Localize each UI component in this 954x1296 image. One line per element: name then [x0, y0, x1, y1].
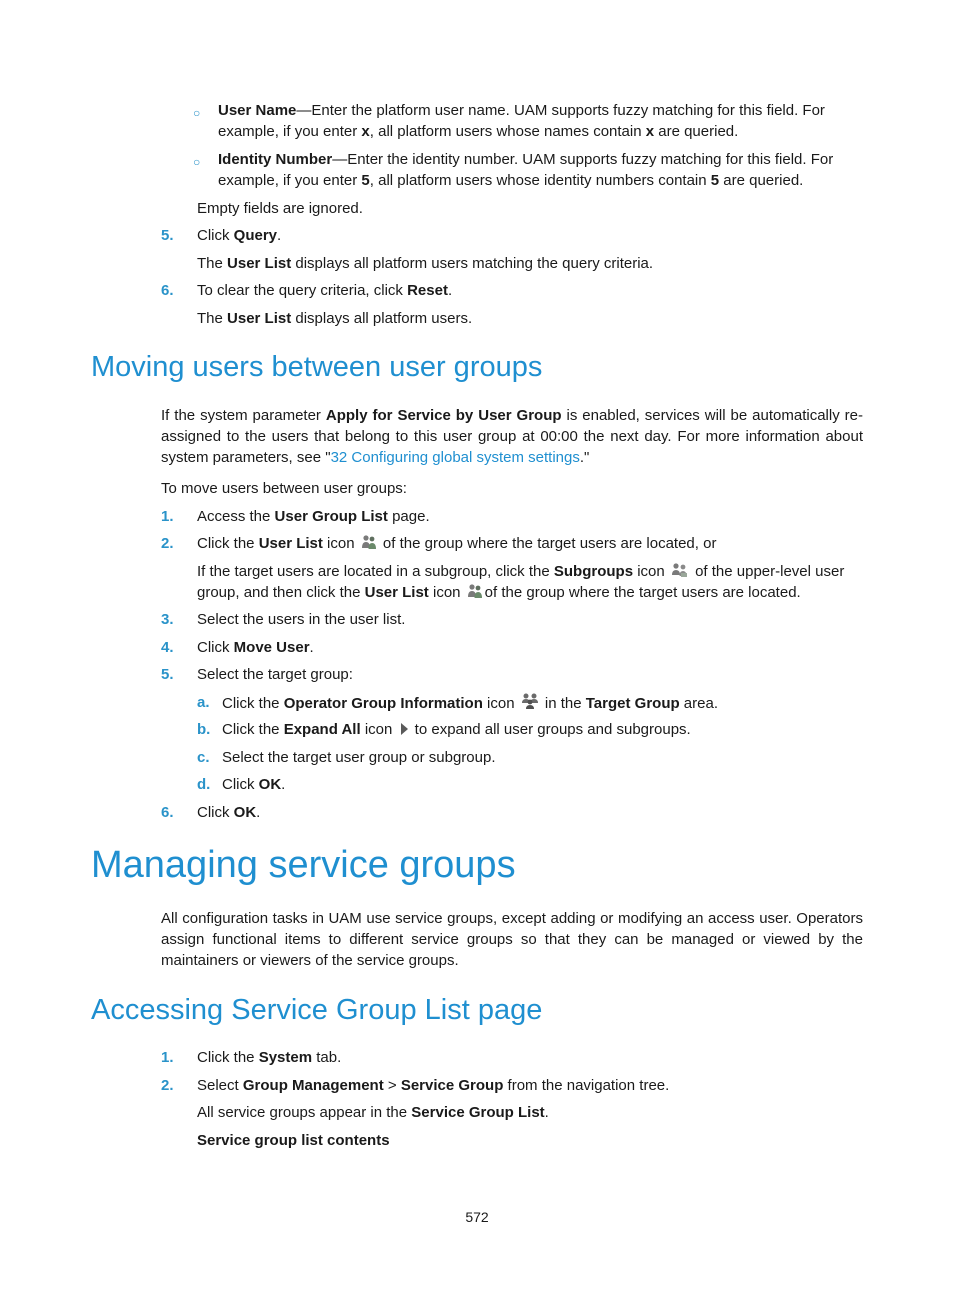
step-click-user-list: Click the User List icon of the group where the target users are located, or [197, 535, 717, 552]
step-number: 5. [161, 666, 174, 683]
step-number: 1. [161, 1049, 174, 1066]
step-number: 2. [161, 1077, 174, 1094]
user-name-line-2: example, if you enter x, all platform users whose names contain x are queried. [218, 123, 739, 140]
step-click-query: Click Query. [197, 227, 282, 244]
subgroup-note-line-1: If the target users are located in a subgroup, click the Subgroups icon of the upper-level user [197, 563, 845, 580]
substep-operator-group-info: Click the Operator Group Information icon in the Target Group area. [222, 692, 718, 714]
step-number: 1. [161, 508, 174, 525]
step-number: 6. [161, 282, 174, 299]
reset-result-note: The User List displays all platform users. [197, 310, 473, 327]
service-group-list-note: All service groups appear in the Service Group List. [197, 1104, 549, 1121]
step-access-user-group-list: Access the User Group List page. [197, 508, 430, 525]
user-list-icon [467, 583, 483, 599]
user-list-icon [361, 534, 377, 550]
identity-number-line-1: Identity Number—Enter the identity number. UAM supports fuzzy matching for this field. For [218, 151, 834, 168]
heading-managing-service-groups: Managing service groups [91, 844, 516, 886]
heading-accessing-service-group-list: Accessing Service Group List page [91, 994, 543, 1026]
service-group-list-caption: Service group list contents [197, 1132, 390, 1149]
subgroups-icon [671, 562, 689, 578]
substep-letter: d. [197, 776, 211, 793]
step-number: 6. [161, 804, 174, 821]
substep-letter: a. [197, 694, 210, 711]
bullet-user-name: ○ [193, 106, 201, 120]
page-number: 572 [465, 1209, 489, 1225]
step-click-ok: Click OK. [197, 804, 261, 821]
bullet-identity-number: ○ [193, 155, 201, 169]
managing-paragraph: All configuration tasks in UAM use service groups, except adding or modifying an access user. Operators assign functional items to different service groups so that they can be managed or viewed by the maintainers or viewers of the service groups. [161, 910, 863, 969]
link-global-system-settings[interactable]: 32 Configuring global system settings [330, 449, 580, 466]
step-number: 5. [161, 227, 174, 244]
step-number: 2. [161, 535, 174, 552]
expand-all-icon [399, 722, 409, 736]
subgroup-note-line-2: group, and then click the User List icon of the group where the target users are located. [197, 584, 801, 601]
step-number: 4. [161, 639, 174, 656]
substep-click-ok: Click OK. [222, 776, 286, 793]
moving-lead: To move users between user groups: [161, 480, 407, 497]
step-select-target-group: Select the target group: [197, 666, 353, 683]
substep-letter: b. [197, 721, 211, 738]
heading-moving-users: Moving users between user groups [91, 351, 543, 383]
step-select-service-group: Select Group Management > Service Group from the navigation tree. [197, 1077, 670, 1094]
substep-select-target: Select the target user group or subgroup. [222, 749, 496, 766]
substep-expand-all: Click the Expand All icon to expand all user groups and subgroups. [222, 721, 691, 738]
step-click-move-user: Click Move User. [197, 639, 314, 656]
step-click-system-tab: Click the System tab. [197, 1049, 342, 1066]
step-select-users: Select the users in the user list. [197, 611, 406, 628]
identity-number-line-2: example, if you enter 5, all platform users whose identity numbers contain 5 are queried. [218, 172, 804, 189]
operator-group-information-icon [521, 692, 539, 710]
user-name-line-1: User Name—Enter the platform user name. UAM supports fuzzy matching for this field. For [218, 102, 825, 119]
empty-fields-note: Empty fields are ignored. [197, 200, 363, 217]
substep-letter: c. [197, 749, 210, 766]
step-number: 3. [161, 611, 174, 628]
moving-intro-paragraph: If the system parameter Apply for Service by User Group is enabled, services will be automatically re-assigned to the users that belong to this user group at 00:00 the next day. For more information about system parameters, see "32 Configuring global system settings." [161, 407, 863, 466]
query-result-note: The User List displays all platform users matching the query criteria. [197, 255, 654, 272]
step-click-reset: To clear the query criteria, click Reset. [197, 282, 453, 299]
